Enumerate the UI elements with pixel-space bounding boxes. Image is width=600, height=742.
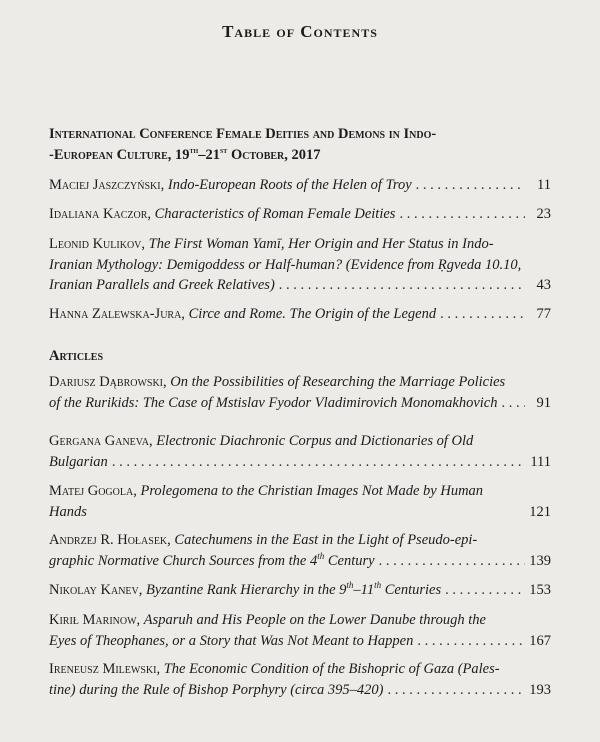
entry-title: On the Possibilities of Researching the Marriage Policies [170,374,506,390]
entry-page-number: 43 [536,277,551,293]
superscript: st [219,145,228,156]
entry-title: Iranian Mythology: Demigoddess or Half-human? (Evidence from Ṛgveda 10.10, [49,256,522,273]
conference-heading-text: -European Culture, 19 [49,147,190,163]
toc-entry [49,431,551,472]
entry-title: Asparuh and His People on the Lower Danube through the [143,612,486,628]
entry-page-number: 121 [529,503,551,520]
entry-author: Hanna Zalewska-Jura, [49,306,185,322]
entry-page-number: 77 [536,306,551,322]
toc-entry [49,234,551,296]
superscript: th [374,580,382,591]
entry-title: Characteristics of Roman Female Deities [154,206,396,222]
superscript: th [317,550,325,561]
entry-author: Nikolay Kanev, [49,582,143,598]
dot-leader [279,275,525,296]
entry-page-number: 153 [529,582,551,598]
toc-entry [49,530,551,571]
dot-leader [416,175,525,196]
entry-page-number: 139 [529,552,551,569]
entry-title: The First Woman Yamī, Her Origin and Her Status in Indo- [148,236,494,252]
entry-title: Electronic Diachronic Corpus and Dictionaries of Old [156,433,474,449]
entry-page-number: 11 [537,177,551,193]
entry-title: tine) during the Rule of Bishop Porphyry (circa 395–420) [49,681,384,698]
toc-entry [49,175,551,196]
dot-leader [399,204,525,225]
entry-author: Dariusz Dąbrowski, [49,374,167,390]
entry-author: Gergana Ganeva, [49,433,153,449]
entry-title: Eyes of Theophanes, or a Story that Was Not Meant to Happen [49,632,414,649]
entry-page-number: 193 [529,681,551,698]
toc-entry [49,304,551,325]
entry-page-number: 91 [536,394,551,411]
toc-entry [49,204,551,225]
entry-title: Prolegomena to the Christian Images Not Made by Human [140,483,484,499]
dot-leader [379,551,525,572]
toc-entry [49,659,551,700]
entry-author: Maciej Jaszczyński, [49,177,165,193]
entry-title: Indo-European Roots of the Helen of Troy [167,177,412,193]
entry-title: graphic Normative Church Sources from the 4th Century [49,550,375,569]
entry-title: The Economic Condition of the Bishopric of Gaza (Pales- [163,661,500,677]
entry-author: Ireneusz Milewski, [49,661,161,677]
toc-entry [49,580,551,601]
entry-title: Byzantine Rank Hierarchy in the 9th–11th Centuries [146,580,442,598]
dot-leader [502,393,526,414]
dot-leader [445,580,525,601]
toc-entry [49,481,551,522]
entry-page-number: 23 [536,206,551,222]
toc-entry [49,610,551,651]
conference-heading-text: October, 2017 [227,147,321,163]
entry-title: Iranian Parallels and Greek Relatives) [49,277,275,293]
conference-heading [49,124,549,166]
entry-page-number: 167 [529,632,551,649]
entry-title: Circe and Rome. The Origin of the Legend [188,306,437,322]
dot-leader [112,452,525,473]
entry-author: Kirił Marinow, [49,612,141,628]
entry-author: Andrzej R. Hołasek, [49,532,171,548]
conference-heading-line1: International Conference Female Deities and Demons in Indo- [49,126,437,142]
entry-author: Matej Gogola, [49,483,137,499]
conference-heading-line2 [49,145,549,166]
page-title: Table of Contents [222,22,378,41]
entry-title: Catechumens in the East in the Light of Pseudo-epi- [174,532,478,548]
toc-entry [49,372,551,413]
dot-leader [388,680,525,701]
entry-title: Hands [49,503,87,520]
conference-heading-text: –21 [198,147,220,163]
entry-author: Idaliana Kaczor, [49,206,151,222]
dot-leader [417,631,525,652]
entry-author: Leonid Kulikov, [49,236,146,252]
entry-page-number: 111 [530,453,551,470]
dot-leader [440,304,525,325]
entry-title: Bulgarian [49,453,108,470]
superscript: th [346,580,354,591]
superscript: th [189,145,199,156]
entry-title: of the Rurikids: The Case of Mstislav Fyodor Vladimirovich Monomakhovich [49,394,498,411]
articles-heading: Articles [49,348,104,364]
